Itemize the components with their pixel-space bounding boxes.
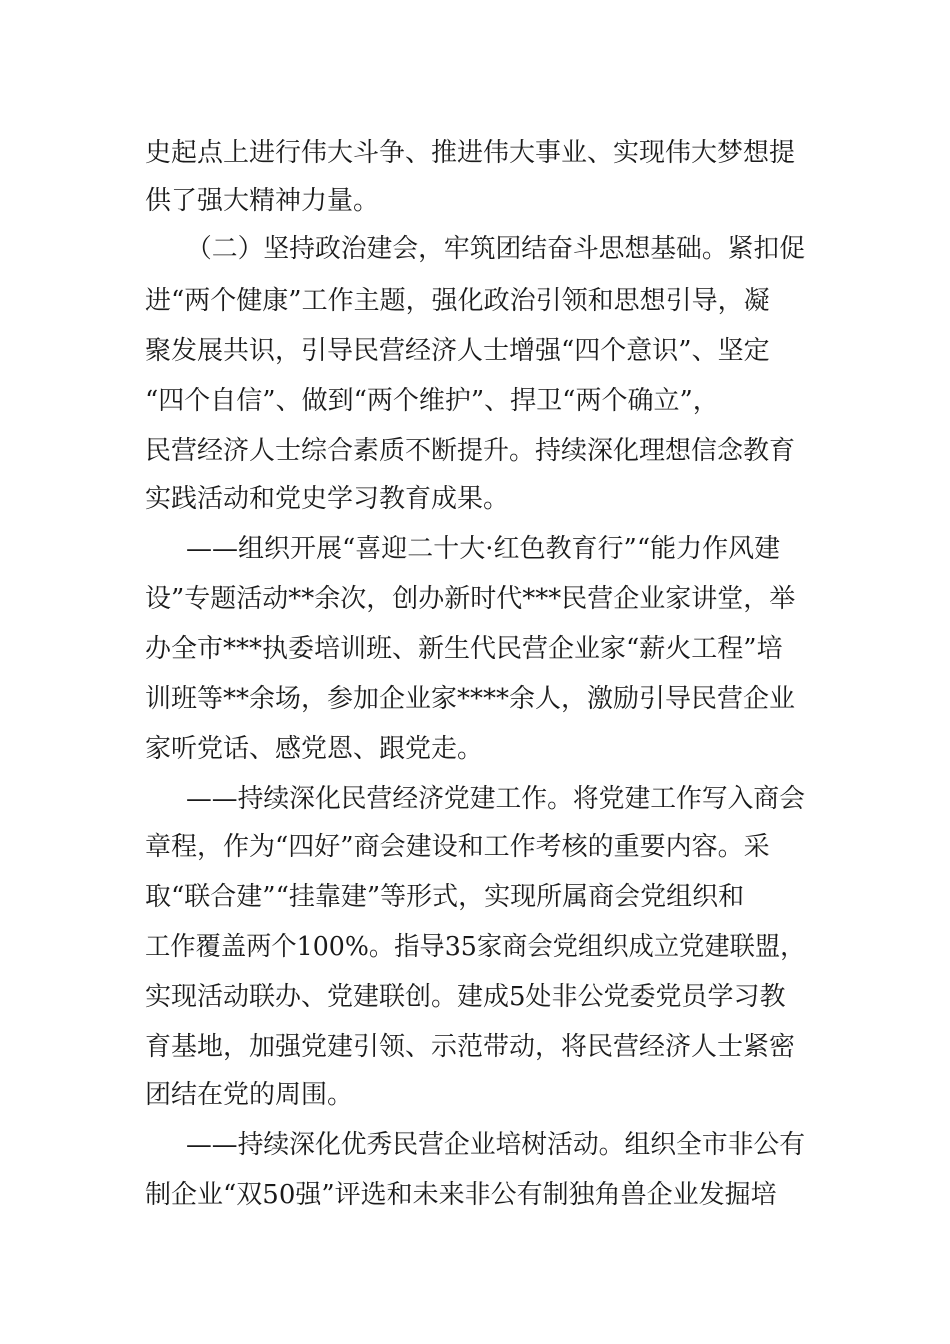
text-line: 民营经济人士综合素质不断提升。持续深化理想信念教育 — [145, 436, 796, 466]
text-line: 制企业“双50强”评选和未来非公有制独角兽企业发掘培 — [145, 1180, 777, 1210]
text-line: 设”专题活动**余次，创办新时代***民营企业家讲堂，举 — [145, 584, 796, 614]
text-line: 聚发展共识，引导民营经济人士增强“四个意识”、坚定 — [145, 336, 770, 366]
text-line: 实现活动联办、党建联创。建成5处非公党委党员学习教 — [145, 982, 786, 1012]
text-line: 训班等**余场，参加企业家****余人，激励引导民营企业 — [145, 684, 796, 714]
text-line: 育基地，加强党建引领、示范带动，将民营经济人士紧密 — [145, 1032, 796, 1062]
text-line: ——持续深化民营经济党建工作。将党建工作写入商会 — [186, 784, 806, 814]
text-line: 实践活动和党史学习教育成果。 — [145, 484, 510, 514]
text-line: “四个自信”、做到“两个维护”、捍卫“两个确立”， — [145, 386, 719, 416]
text-line: 进“两个健康”工作主题，强化政治引领和思想引导，凝 — [145, 286, 770, 316]
text-line: 章程，作为“四好”商会建设和工作考核的重要内容。采 — [145, 832, 770, 862]
text-line: ——组织开展“喜迎二十大·红色教育行”“能力作风建 — [186, 534, 781, 564]
text-line: 家听党话、感党恩、跟党走。 — [145, 734, 484, 764]
text-line: 取“联合建”“挂靠建”等形式，实现所属商会党组织和 — [145, 882, 745, 912]
text-line: （二）坚持政治建会，牢筑团结奋斗思想基础。紧扣促 — [186, 234, 806, 264]
text-line: 史起点上进行伟大斗争、推进伟大事业、实现伟大梦想提 — [145, 138, 796, 168]
text-line: 供了强大精神力量。 — [145, 186, 380, 216]
text-line: 工作覆盖两个100%。指导35家商会党组织成立党建联盟， — [145, 932, 806, 962]
text-line: 办全市***执委培训班、新生代民营企业家“薪火工程”培 — [145, 634, 783, 664]
text-line: ——持续深化优秀民营企业培树活动。组织全市非公有 — [186, 1130, 806, 1160]
text-line: 团结在党的周围。 — [145, 1080, 354, 1110]
